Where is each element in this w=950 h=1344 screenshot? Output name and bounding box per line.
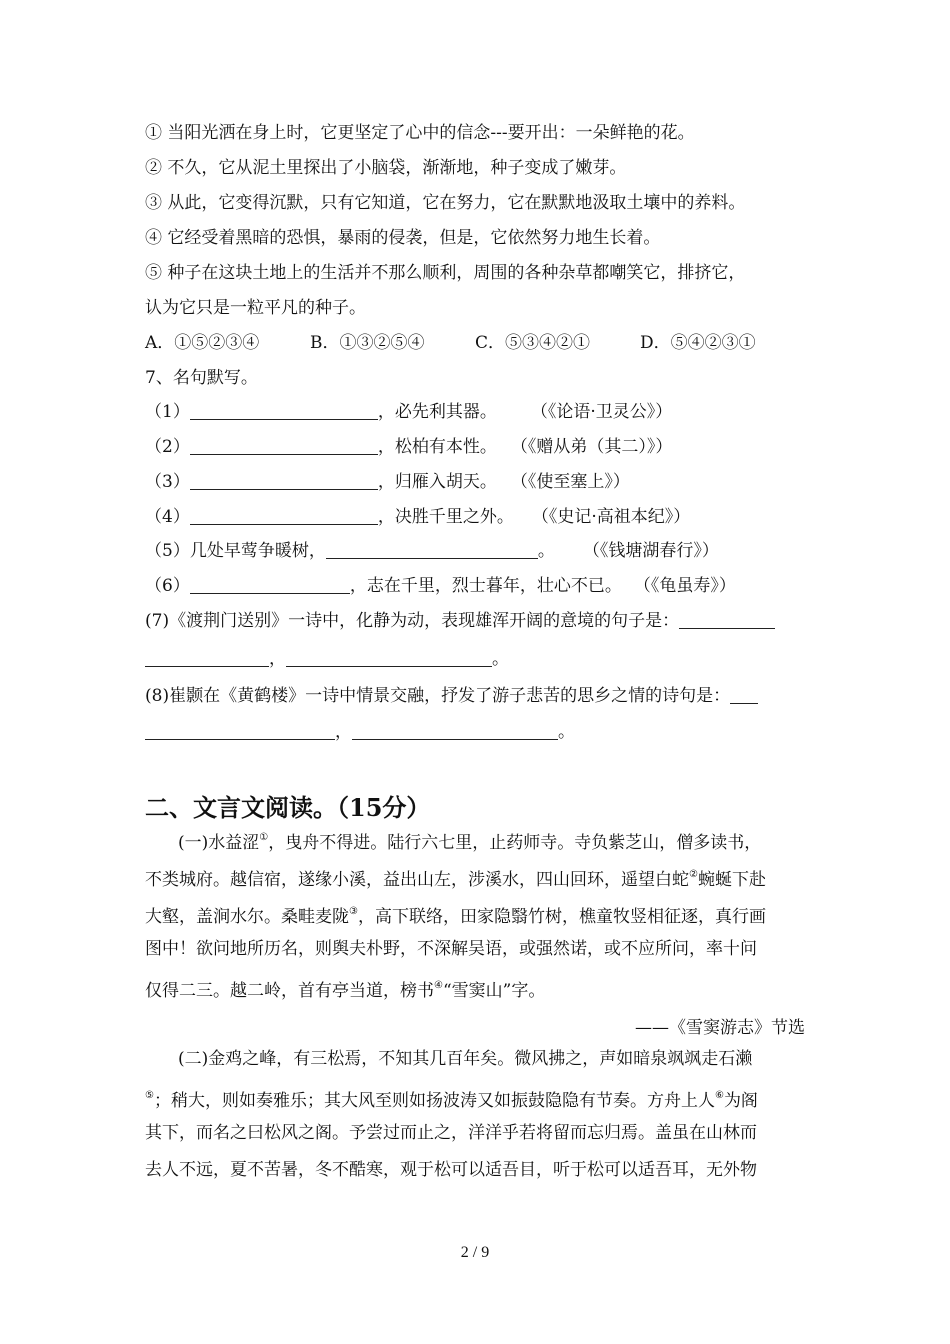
sentence-5-cont: 认为它只是一粒平凡的种子。	[145, 298, 366, 318]
option-b: B．①③②⑤④	[310, 333, 425, 353]
option-d: D．⑤④②③①	[640, 333, 756, 353]
sentence-5: ⑤ 种子在这块土地上的生活并不那么顺利，周围的各种杂草都嘲笑它，排挤它，	[145, 263, 746, 283]
passage-2-line: (二)金鸡之峰，有三松焉，不知其几百年矣。微风拂之，声如暗泉飒飒走石濑	[178, 1049, 753, 1069]
passage-1-line: (一)水益涩①，曳舟不得进。陆行六七里，止药师寺。寺负紫芝山，僧多读书，	[178, 832, 762, 853]
q7-item-8-cont: ， 。	[145, 721, 575, 743]
section-heading: 二、文言文阅读。（15分）	[145, 793, 431, 822]
answer-blank[interactable]	[190, 508, 378, 525]
passage-1-line: 不类城府。越信宿，遂缘小溪，益出山左，涉溪水，四山回环，遥望白蛇②蜿蜒下赴	[145, 869, 766, 890]
q7-item-7: (7)《渡荆门送别》一诗中，化静为动，表现雄浑开阔的意境的句子是：	[145, 610, 775, 632]
sentence-1: ① 当阳光洒在身上时，它更坚定了心中的信念---要开出：一朵鲜艳的花。	[145, 123, 695, 143]
option-a: A．①⑤②③④	[145, 333, 260, 353]
passage-1-line: 仅得二三。越二岭，首有亭当道，榜书④“雪窦山”字。	[145, 980, 546, 1001]
answer-blank[interactable]	[352, 723, 558, 740]
passage-source: ——《雪窦游志》节选	[635, 1018, 805, 1038]
q7-item-6: （6） ，志在千里，烈士暮年，壮心不已。 （《龟虽寿》）	[145, 576, 736, 596]
answer-blank[interactable]	[326, 542, 538, 559]
q7-item-5: （5）几处早莺争暖树， 。 （《钱塘湖春行》）	[145, 541, 719, 561]
passage-1-line: 图中！欲问地所历名，则舆夫朴野，不深解吴语，或强然诺，或不应所问，率十问	[145, 939, 757, 959]
q7-item-4: （4） ，决胜千里之外。 （《史记·高祖本纪》）	[145, 507, 691, 527]
passage-1-line: 大壑，盖涧水尔。桑畦麦陇③，高下联络，田家隐翳竹树，樵童牧竖相征逐，真行画	[145, 906, 766, 927]
answer-blank[interactable]	[730, 687, 758, 704]
page-number: 2 / 9	[460, 1244, 490, 1261]
q7-item-7-cont: ， 。	[145, 648, 509, 670]
sentence-2: ② 不久，它从泥土里探出了小脑袋，渐渐地，种子变成了嫩芽。	[145, 158, 627, 178]
sentence-4: ④ 它经受着黑暗的恐惧，暴雨的侵袭，但是，它依然努力地生长着。	[145, 228, 661, 248]
q7-item-2: （2） ，松柏有本性。 （《赠从弟（其二）》）	[145, 437, 673, 457]
passage-2-line: ⑤；稍大，则如奏雅乐；其大风至则如扬波涛又如振鼓隐隐有节奏。方舟上人⑥为阁	[145, 1090, 758, 1111]
answer-blank[interactable]	[679, 612, 775, 629]
answer-blank[interactable]	[286, 650, 492, 667]
passage-2-line: 其下，而名之曰松风之阁。予尝过而止之，洋洋乎若将留而忘归焉。盖虽在山林而	[145, 1123, 757, 1143]
passage-2-line: 去人不远，夏不苦暑，冬不酷寒，观于松可以适吾目，听于松可以适吾耳，无外物	[145, 1160, 757, 1180]
q7-item-8: (8)崔颢在《黄鹤楼》一诗中情景交融，抒发了游子悲苦的思乡之情的诗句是：	[145, 685, 758, 707]
answer-blank[interactable]	[190, 438, 378, 455]
sentence-3: ③ 从此，它变得沉默，只有它知道，它在努力，它在默默地汲取土壤中的养料。	[145, 193, 746, 213]
answer-blank[interactable]	[190, 577, 350, 594]
q7-item-1: （1） ，必先利其器。 （《论语·卫灵公》）	[145, 402, 673, 422]
q7-item-3: （3） ，归雁入胡天。 （《使至塞上》）	[145, 472, 630, 492]
q7-title: 7、名句默写。	[145, 368, 258, 388]
answer-blank[interactable]	[145, 650, 269, 667]
option-c: C．⑤③④②①	[475, 333, 591, 353]
answer-blank[interactable]	[145, 723, 335, 740]
answer-options	[145, 332, 756, 354]
answer-blank[interactable]	[190, 403, 378, 420]
answer-blank[interactable]	[190, 473, 378, 490]
